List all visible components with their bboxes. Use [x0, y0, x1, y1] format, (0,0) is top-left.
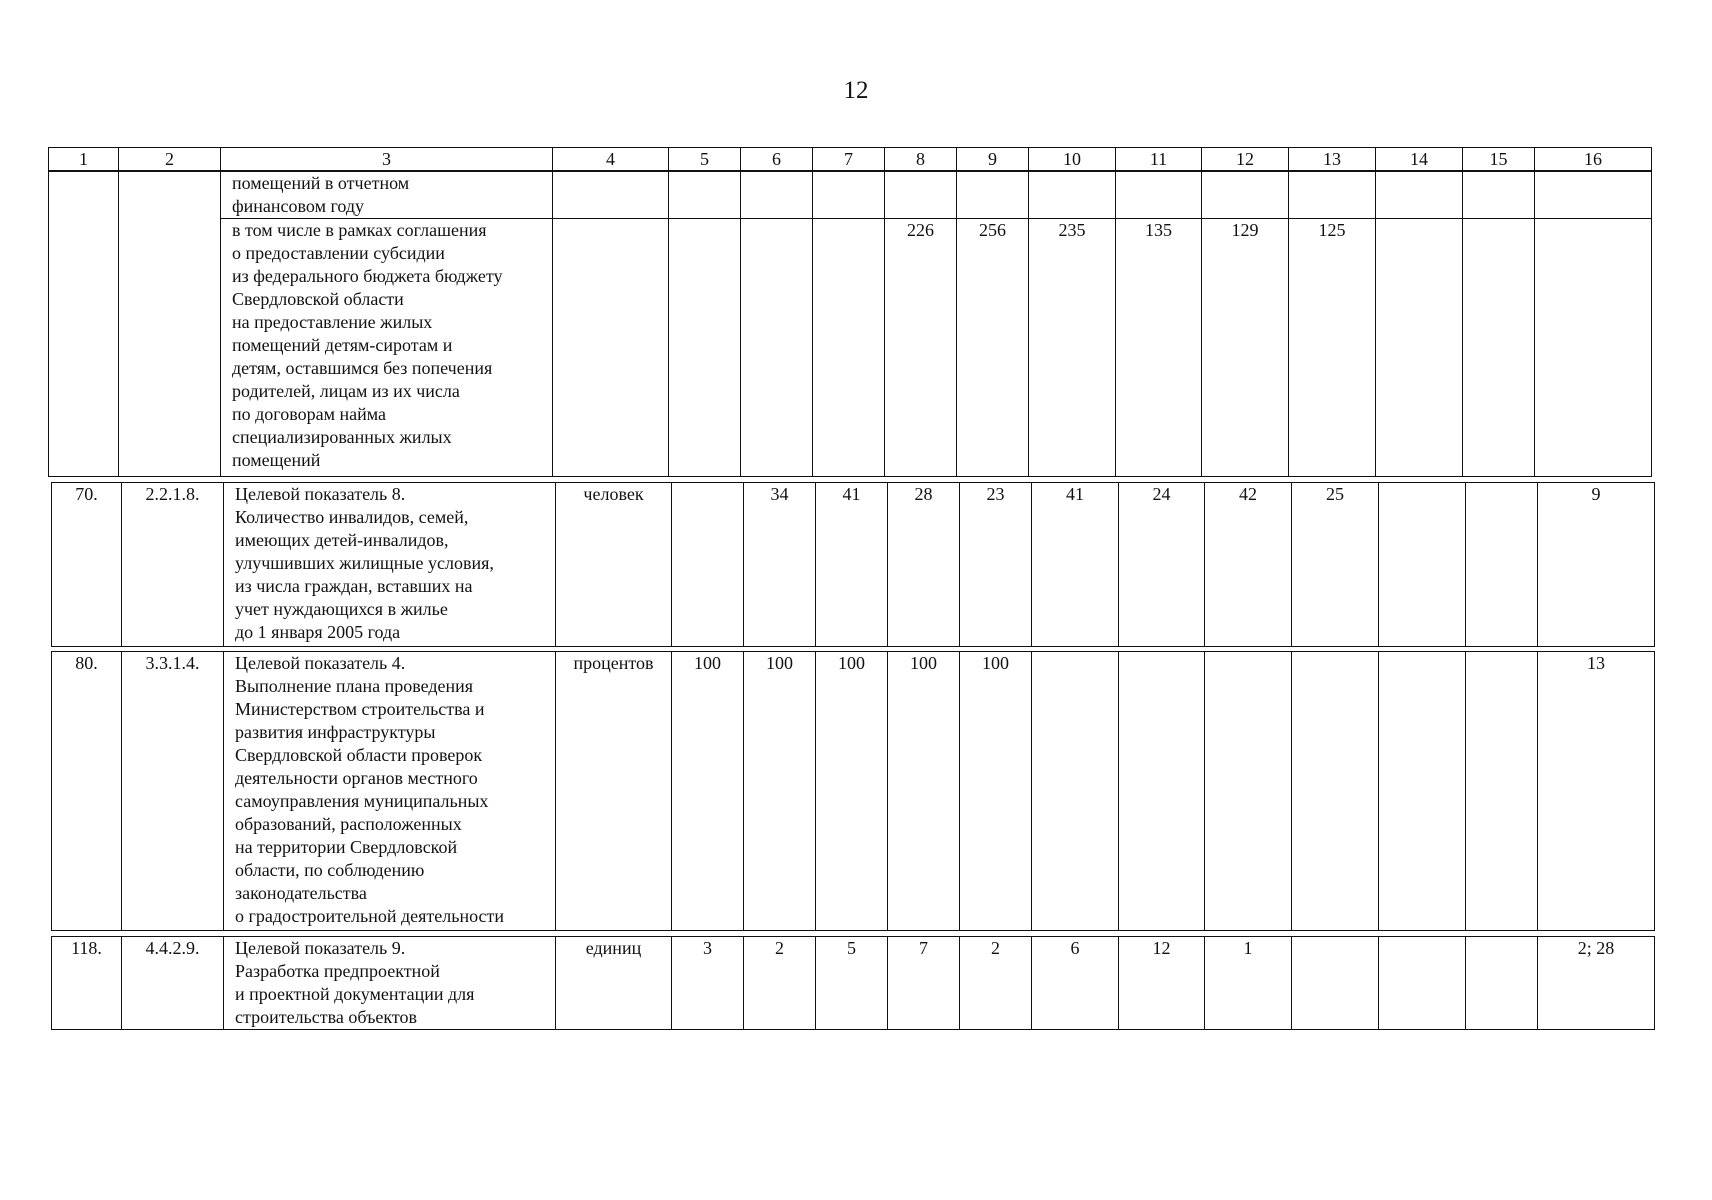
column-number: 14: [1376, 148, 1463, 171]
table-row: [52, 483, 1655, 647]
value-cell: [1029, 172, 1116, 219]
value-cell: [1535, 172, 1652, 219]
column-number: 13: [1289, 148, 1376, 171]
value-cell: 23: [960, 483, 1032, 647]
value-cell: 135: [1116, 219, 1202, 477]
table-block-continuation: [48, 171, 1652, 477]
value-cell: [957, 172, 1029, 219]
value-cell: [1379, 937, 1466, 1030]
value-cell: [1116, 172, 1202, 219]
value-cell: 226: [885, 219, 957, 477]
value-cell: 100: [960, 652, 1032, 931]
indicator-description: в том числе в рамках соглашения о предоставлении субсидии из федерального бюджета бюджету Свердловской области на предоставление жилых помещений детям-сиротам и детям, оставшимся без попечения родителей, лицам из их числа по договорам найма специализированных жилых помещений: [221, 219, 553, 477]
value-cell: 6: [1032, 937, 1119, 1030]
value-cell: 2: [960, 937, 1032, 1030]
value-cell: [1119, 652, 1205, 931]
value-cell: 125: [1289, 219, 1376, 477]
row-code-cell: [119, 172, 221, 477]
value-cell: [741, 172, 813, 219]
column-numbers-row: [49, 148, 1652, 171]
value-cell: 100: [672, 652, 744, 931]
column-number: 15: [1463, 148, 1535, 171]
value-cell: [672, 483, 744, 647]
value-cell: 100: [744, 652, 816, 931]
value-cell: 235: [1029, 219, 1116, 477]
value-cell: 129: [1202, 219, 1289, 477]
column-number: 7: [813, 148, 885, 171]
value-cell: 5: [816, 937, 888, 1030]
column-number: 12: [1202, 148, 1289, 171]
value-cell: 2: [744, 937, 816, 1030]
value-cell: 41: [816, 483, 888, 647]
value-cell: 13: [1538, 652, 1655, 931]
column-number: 6: [741, 148, 813, 171]
value-cell: 24: [1119, 483, 1205, 647]
value-cell: [1202, 172, 1289, 219]
unit-cell: [553, 219, 669, 477]
value-cell: [1289, 172, 1376, 219]
value-cell: [885, 172, 957, 219]
value-cell: [1205, 652, 1292, 931]
value-cell: [1032, 652, 1119, 931]
value-cell: [1379, 483, 1466, 647]
value-cell: [1463, 219, 1535, 477]
column-number: 10: [1029, 148, 1116, 171]
column-number: 9: [957, 148, 1029, 171]
table-block-indicator-80: [51, 651, 1655, 931]
value-cell: [1292, 937, 1379, 1030]
value-cell: 100: [816, 652, 888, 931]
row-code-cell: 3.3.1.4.: [122, 652, 224, 931]
column-number: 2: [119, 148, 221, 171]
column-number: 11: [1116, 148, 1202, 171]
row-number-cell: [49, 172, 119, 477]
table-row: [49, 172, 1652, 219]
table-row: [52, 937, 1655, 1030]
indicator-description: Целевой показатель 8. Количество инвалидов, семей, имеющих детей-инвалидов, улучшивших жилищные условия, из числа граждан, вставших на учет нуждающихся в жилье до 1 января 2005 года: [224, 483, 556, 647]
column-number: 4: [553, 148, 669, 171]
value-cell: [813, 172, 885, 219]
value-cell: 2; 28: [1538, 937, 1655, 1030]
value-cell: [1535, 219, 1652, 477]
value-cell: 28: [888, 483, 960, 647]
row-number-cell: 118.: [52, 937, 122, 1030]
value-cell: 25: [1292, 483, 1379, 647]
value-cell: 256: [957, 219, 1029, 477]
column-number: 1: [49, 148, 119, 171]
unit-cell: [553, 172, 669, 219]
value-cell: 42: [1205, 483, 1292, 647]
value-cell: 7: [888, 937, 960, 1030]
value-cell: 3: [672, 937, 744, 1030]
row-number-cell: 80.: [52, 652, 122, 931]
unit-cell: человек: [556, 483, 672, 647]
value-cell: 12: [1119, 937, 1205, 1030]
column-number: 16: [1535, 148, 1652, 171]
value-cell: 100: [888, 652, 960, 931]
column-number: 8: [885, 148, 957, 171]
value-cell: [1466, 652, 1538, 931]
indicator-description: Целевой показатель 4. Выполнение плана проведения Министерством строительства и развития инфраструктуры Свердловской области проверок деятельности органов местного самоуправления муниципальных образований, расположенных на территории Свердловской области, по соблюдению законодательства о градостроительной деятельности: [224, 652, 556, 931]
value-cell: [1379, 652, 1466, 931]
page-number: 12: [843, 77, 869, 104]
column-number: 5: [669, 148, 741, 171]
value-cell: [1376, 219, 1463, 477]
value-cell: [1292, 652, 1379, 931]
row-code-cell: 4.4.2.9.: [122, 937, 224, 1030]
value-cell: [669, 219, 741, 477]
table-row: [52, 652, 1655, 931]
unit-cell: процентов: [556, 652, 672, 931]
value-cell: [741, 219, 813, 477]
value-cell: [1463, 172, 1535, 219]
value-cell: [1466, 483, 1538, 647]
value-cell: [1466, 937, 1538, 1030]
column-number: 3: [221, 148, 553, 171]
table-block-indicator-118: [51, 936, 1655, 1030]
value-cell: [813, 219, 885, 477]
table-row: [49, 219, 1652, 477]
indicator-description: помещений в отчетном финансовом году: [221, 172, 553, 219]
indicator-description: Целевой показатель 9. Разработка предпроектной и проектной документации для строительства объектов: [224, 937, 556, 1030]
table-header: [48, 147, 1652, 171]
value-cell: 41: [1032, 483, 1119, 647]
value-cell: [1376, 172, 1463, 219]
row-code-cell: 2.2.1.8.: [122, 483, 224, 647]
table-block-indicator-70: [51, 482, 1655, 647]
value-cell: 34: [744, 483, 816, 647]
value-cell: [669, 172, 741, 219]
row-number-cell: 70.: [52, 483, 122, 647]
value-cell: 9: [1538, 483, 1655, 647]
value-cell: 1: [1205, 937, 1292, 1030]
unit-cell: единиц: [556, 937, 672, 1030]
